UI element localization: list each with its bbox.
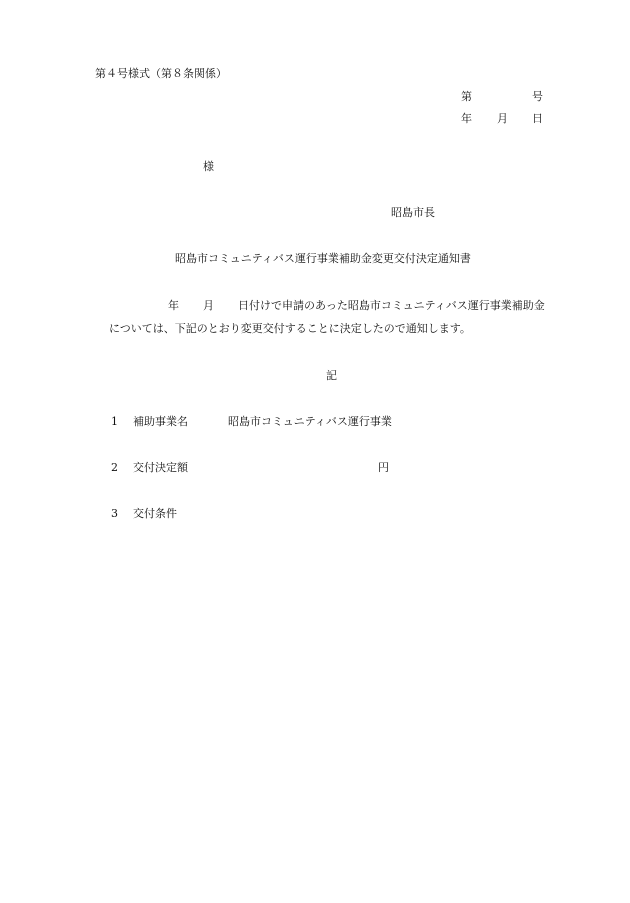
date-day-label: 日 <box>532 112 543 125</box>
date-month-label: 月 <box>497 112 508 125</box>
body-text-line-1: 日付けで申請のあった昭島市コミュニティバス運行事業補助金 <box>238 299 545 312</box>
item-value-yen-unit: 円 <box>378 461 389 474</box>
item-value-project-name: 昭島市コミュニティバス運行事業 <box>228 415 392 428</box>
item-number: 2 <box>111 461 118 474</box>
item-number: 3 <box>111 507 118 520</box>
document-number-prefix: 第 <box>461 90 472 103</box>
ki-heading: 記 <box>326 369 337 382</box>
body-text-line-2: については、下記のとおり変更交付することに決定したので通知します。 <box>109 322 471 335</box>
document-title: 昭島市コミュニティバス運行事業補助金変更交付決定通知書 <box>175 252 471 265</box>
item-number: 1 <box>111 415 118 428</box>
addressee-honorific: 様 <box>203 160 214 173</box>
date-year-label: 年 <box>461 112 472 125</box>
body-month-label: 月 <box>203 299 214 312</box>
item-label-grant-amount: 交付決定額 <box>133 461 188 474</box>
issuer-name: 昭島市長 <box>391 206 435 219</box>
document-number-suffix: 号 <box>532 90 543 103</box>
item-label-project-name: 補助事業名 <box>133 415 188 428</box>
body-year-label: 年 <box>168 299 179 312</box>
form-number: 第４号様式（第８条関係） <box>95 67 227 80</box>
item-label-conditions: 交付条件 <box>133 507 177 520</box>
